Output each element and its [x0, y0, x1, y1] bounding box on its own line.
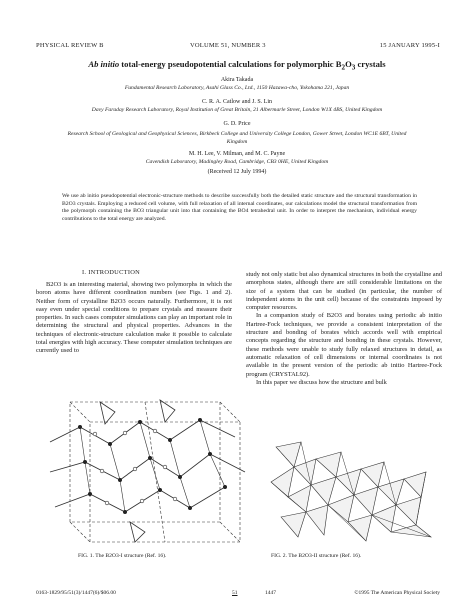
figure-1-crystal-structure	[40, 382, 250, 550]
paragraph: B2O3 is an interesting material, showing two polymorphs in which the boron atoms have different coordination numbers (see Figs. 1 and 2). Neither form of crystalline B2O3 occurs naturally. Furthermore, it is not easy even under special conditions to prepare crystals and measure their properties. In such cases computer simulations can play an important role in determining the structural and physical properties. Advances in the techniques of electronic-structure calculation make it possible to calculate total energies with high accuracy. These computer simulation techniques are currently used to	[36, 281, 232, 355]
author-name: M. H. Lee, V. Milman, and M. C. Payne	[188, 151, 286, 157]
received-date: (Received 12 July 1994)	[207, 169, 267, 175]
author-affiliation: Cavendish Laboratory, Madingley Road, Cambridge, CB3 0HE, United Kingdom	[145, 159, 329, 165]
author-name: Akira Takada	[220, 77, 254, 83]
copyright: ©1995 The American Physical Society	[354, 590, 440, 596]
paragraph: In this paper we discuss how the structure and bulk	[256, 378, 387, 386]
author-affiliation: Research School of Geological and Geophysical Sciences, Birkbeck College and University College London, Gower Street, London WC1E 6BT, United Kingdom	[67, 131, 407, 145]
volume-number: VOLUME 51, NUMBER 3	[190, 42, 266, 49]
figure-2-crystal-structure	[256, 437, 444, 545]
author-affiliation: Fundamental Research Laboratory, Asahi Glass Co., Ltd., 1150 Hazawa-cho, Yokohama 221, Japan	[124, 85, 350, 91]
abstract-text: We use ab initio pseudopotential electronic-structure methods to describe successfully both the detailed static structure and the structural transformation in B2O3 crystals. Employing a reduced cell volume, with full relaxation of all internal coordinates, our calculations model the structural transformation from the polymorph containing the BO3 triangular unit into that containing the BO4 tetrahedral unit. In order to interpret the mechanism, individual energy contributions to the total energy are analyzed.	[62, 193, 417, 223]
author-name: G. D. Price	[223, 121, 251, 127]
page-number: 1447	[265, 590, 276, 596]
figure-2-caption: FIG. 2. The B2O3-II structure (Ref. 16).	[271, 553, 362, 559]
left-column	[36, 281, 232, 356]
right-column	[246, 271, 442, 387]
issue-date: 15 JANUARY 1995-I	[379, 42, 440, 49]
journal-name: PHYSICAL REVIEW B	[36, 42, 104, 49]
figure-1-caption: FIG. 1. The B2O3-I structure (Ref. 16).	[78, 553, 167, 559]
author-name: C. R. A. Catlow and J. S. Lin	[201, 99, 272, 105]
section-heading: I. INTRODUCTION	[82, 269, 141, 276]
paper-title: Ab initio total-energy pseudopotential calculations for polymorphic $B_2O_3$ crystals	[88, 59, 386, 72]
footer-volume: 51	[232, 590, 238, 596]
paragraph: study not only static but also dynamical structures in both the crystalline and amorphous states, although there are still considerable limitations on the size of a system that can be studied (in particular, the number of independent atoms in the unit cell) because of the constraints imposed by computer resources.	[246, 271, 442, 312]
paragraph: In a companion study of B2O3 and borates using periodic ab initio Hartree-Fock techniques, we provide a consistent interpretation of the structure and bonding of borates which accords well with empirical concepts regarding the structure and bonding in these crystals. However, these methods were unable to study fully relaxed structures in detail, as automatic relaxation of cell dimensions or internal coordinates is not available in the present version of the periodic ab initio Hartree-Fock program (CRYSTAL92).	[246, 312, 442, 378]
publication-code: 0163-1829/95/51(3)/1447(6)/$06.00	[36, 590, 116, 596]
author-affiliation: Davy Faraday Research Laboratory, Royal Institution of Great Britain, 21 Albermarle Street, London W1X 4BS, United Kingdom	[91, 107, 383, 113]
abstract	[62, 193, 417, 224]
